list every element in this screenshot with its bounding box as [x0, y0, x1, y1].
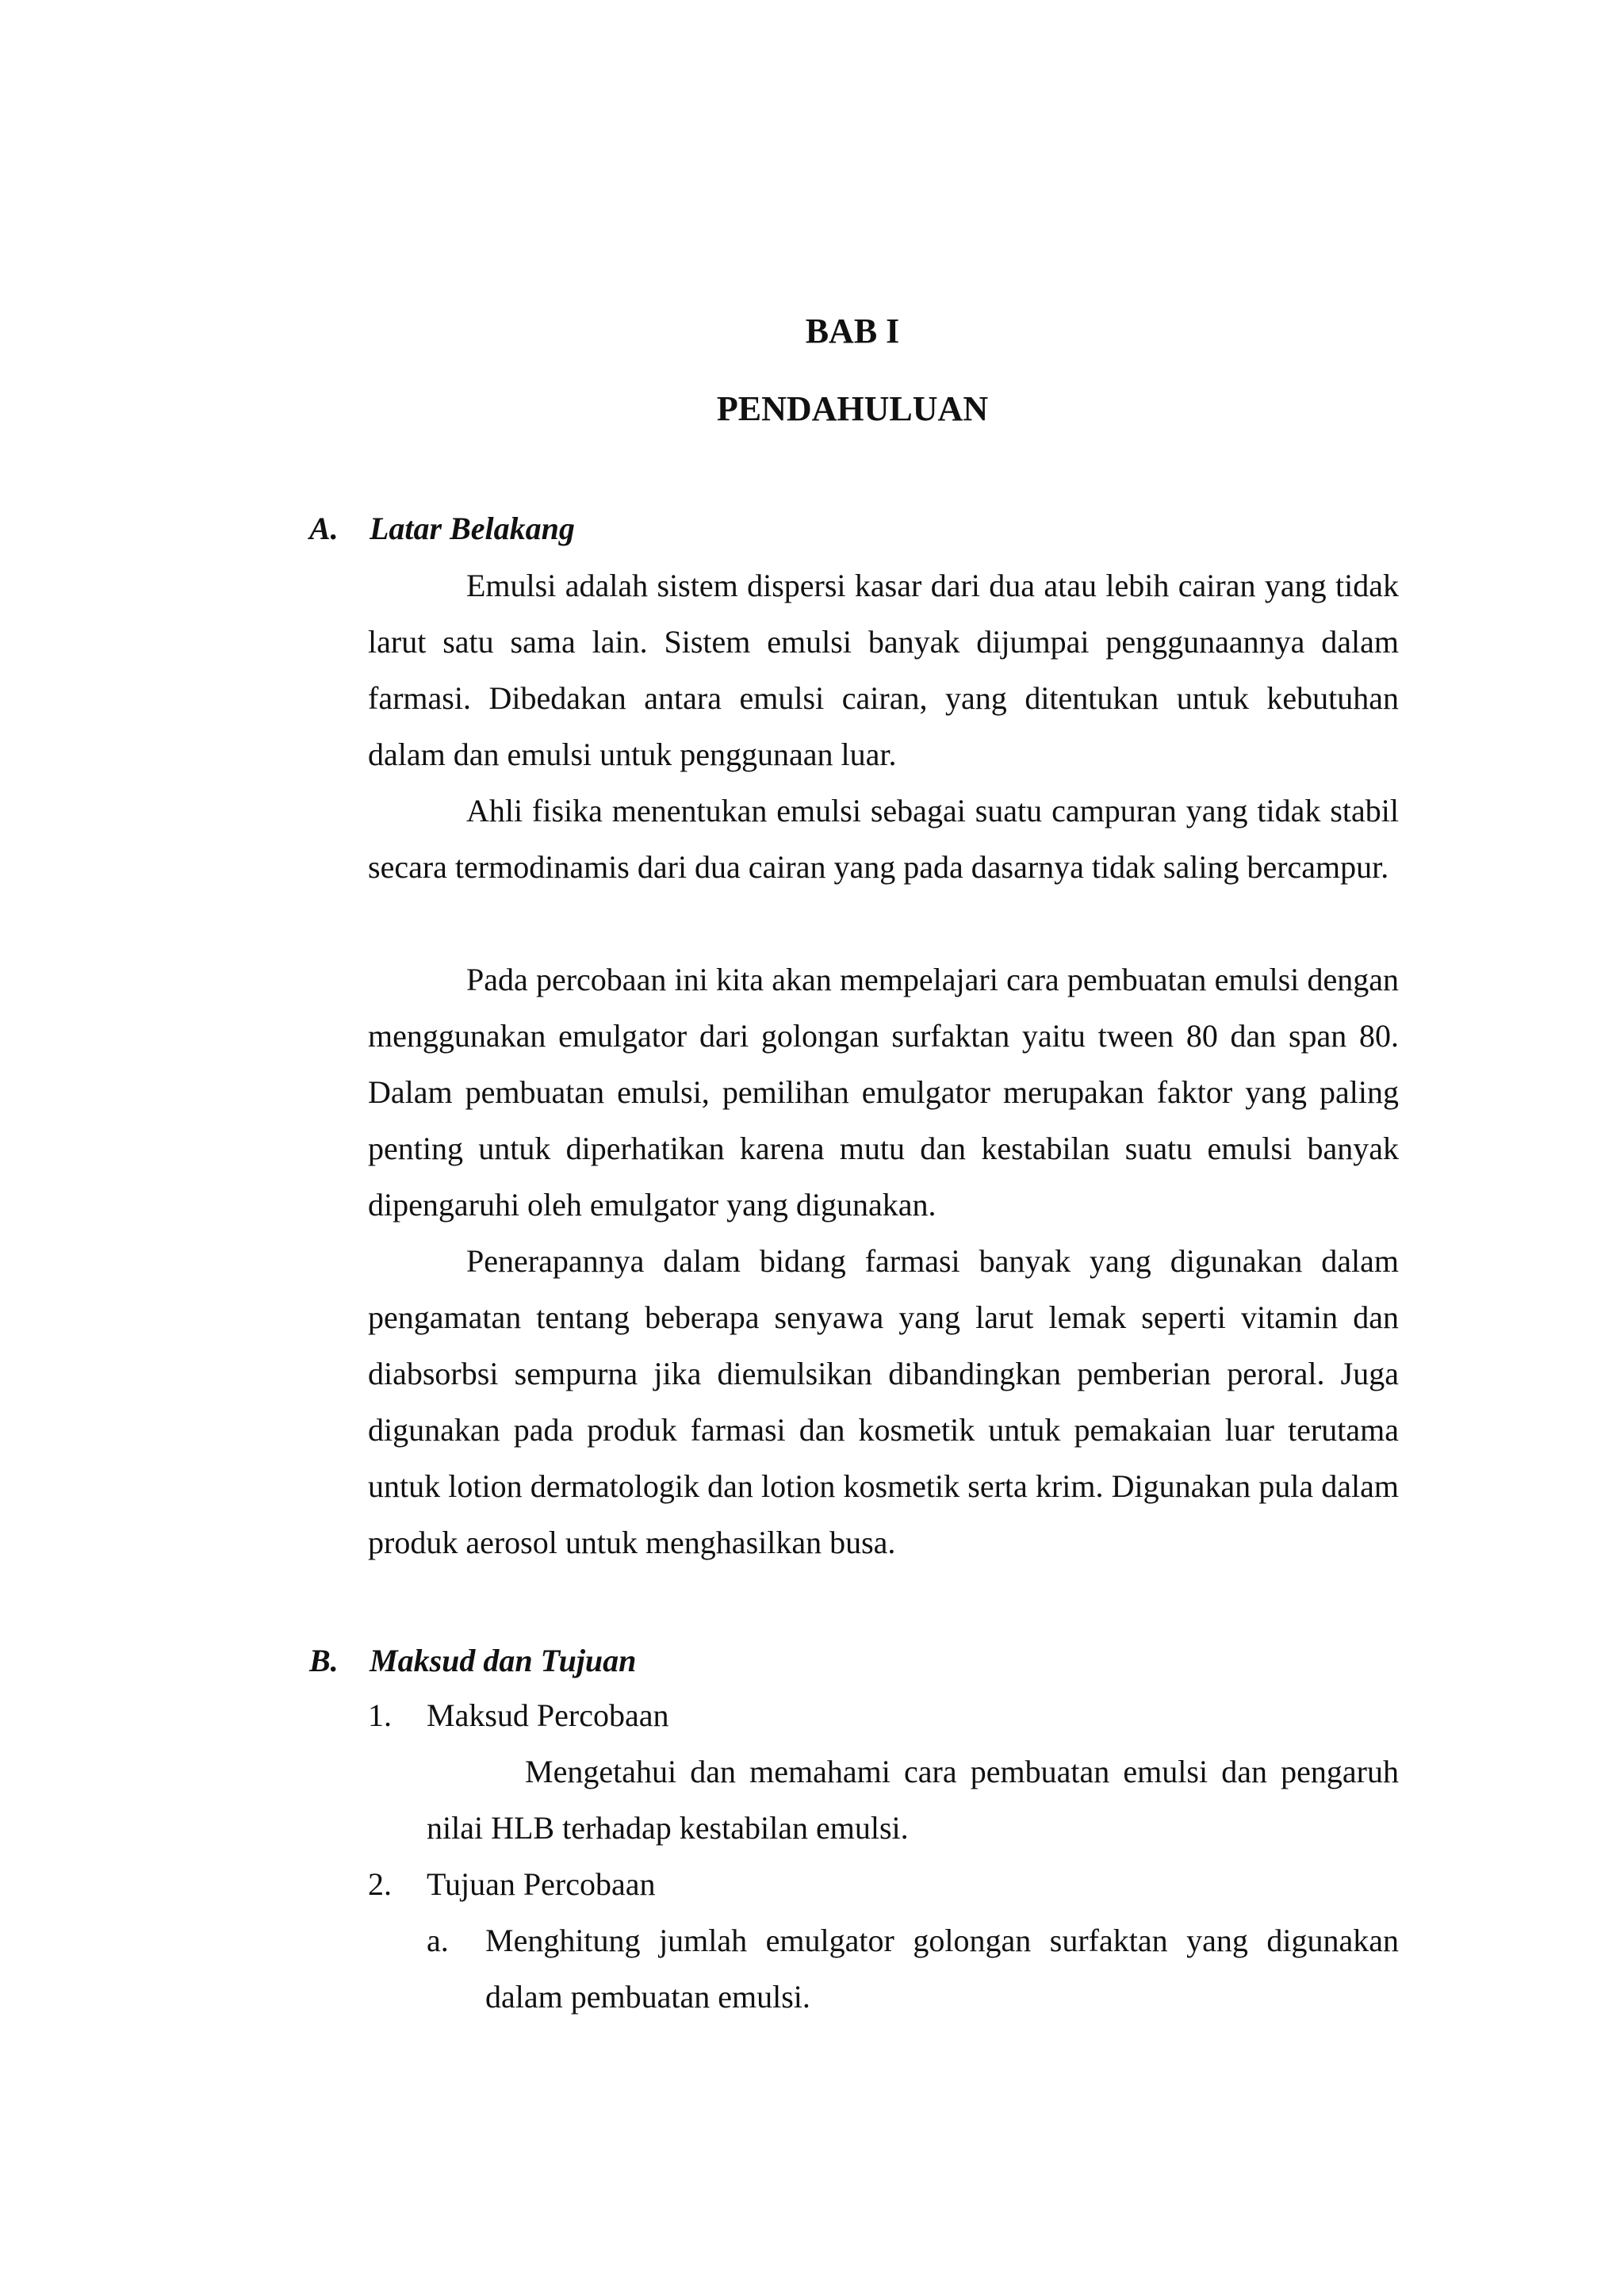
- tujuan-subitem-a: [427, 1912, 1399, 2025]
- subitem-letter: a.: [427, 1923, 449, 1958]
- section-b-letter: B.: [309, 1643, 339, 1678]
- maksud-text: Mengetahui dan memahami cara pembuatan emulsi dan pengaruh nilai HLB terhadap kestabilan emulsi.: [427, 1754, 1399, 1846]
- paragraph-1: Emulsi adalah sistem dispersi kasar dari dua atau lebih cairan yang tidak larut satu sama lain. Sistem emulsi banyak dijumpai penggunaannya dalam farmasi. Dibedakan antara emulsi cairan, yang ditentukan untuk kebutuhan dalam dan emulsi untuk penggunaan luar.: [368, 568, 1399, 772]
- paragraph-3: Pada percobaan ini kita akan mempelajari cara pembuatan emulsi dengan menggunakan emulgator dari golongan surfaktan yaitu tween 80 dan span 80. Dalam pembuatan emulsi, pemilihan emulgator merupakan faktor yang paling penting untuk diperhatikan karena mutu dan kestabilan suatu emulsi banyak dipengaruhi oleh emulgator yang digunakan.: [368, 962, 1399, 1223]
- section-a-letter: A.: [309, 511, 339, 546]
- subitem-text: Menghitung jumlah emulgator golongan surfaktan yang digunakan dalam pembuatan emulsi.: [485, 1923, 1399, 2015]
- chapter-title: PENDAHULUAN: [716, 389, 989, 428]
- list-item-title: Maksud Percobaan: [427, 1697, 669, 1733]
- chapter-number: BAB I: [805, 312, 900, 350]
- list-number: 2.: [368, 1866, 392, 1902]
- section-a-title: Latar Belakang: [370, 511, 575, 546]
- paragraph-4: Penerapannya dalam bidang farmasi banyak yang digunakan dalam pengamatan tentang beberapa senyawa yang larut lemak seperti vitamin dan diabsorbsi sempurna jika diemulsikan dibandingkan pemberian peroral. Juga digunakan pada produk farmasi dan kosmetik untuk pemakaian luar terutama untuk lotion dermatologik dan lotion kosmetik serta krim. Digunakan pula dalam produk aerosol untuk menghasilkan busa.: [368, 1243, 1399, 1560]
- paragraph-2: Ahli fisika menentukan emulsi sebagai suatu campuran yang tidak stabil secara termodinamis dari dua cairan yang pada dasarnya tidak saling bercampur.: [368, 793, 1399, 885]
- section-b-title: Maksud dan Tujuan: [370, 1643, 637, 1678]
- list-number: 1.: [368, 1697, 392, 1733]
- list-item-title: Tujuan Percobaan: [427, 1866, 656, 1902]
